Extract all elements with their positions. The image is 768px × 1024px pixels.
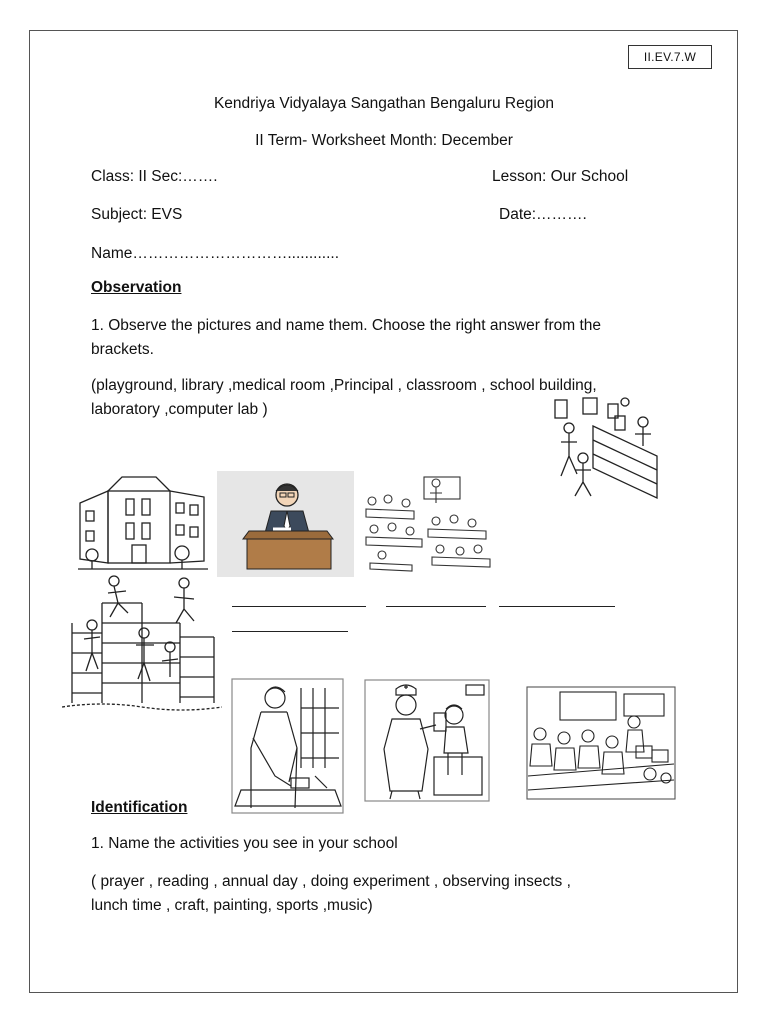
identification-options-line1: ( prayer , reading , annual day , doing experiment , observing insects , bbox=[91, 873, 571, 890]
classroom-picture bbox=[362, 471, 492, 575]
class-section-field: Class: II Sec:……. bbox=[91, 168, 218, 185]
identification-options-line2: lunch time , craft, painting, sports ,music) bbox=[91, 897, 373, 914]
computer-lab-picture bbox=[526, 686, 676, 800]
school-building-picture bbox=[78, 463, 208, 573]
library-picture bbox=[553, 396, 661, 502]
observation-options-line2: laboratory ,computer lab ) bbox=[91, 401, 268, 418]
date-field: Date:………. bbox=[499, 206, 587, 223]
observation-question-line2: brackets. bbox=[91, 341, 154, 358]
identification-question: 1. Name the activities you see in your school bbox=[91, 835, 398, 852]
worksheet-subtitle: II Term- Worksheet Month: December bbox=[255, 132, 513, 149]
observation-question-line1: 1. Observe the pictures and name them. Choose the right answer from the bbox=[91, 317, 602, 334]
observation-options-line1: (playground, library ,medical room ,Principal , classroom , school building, bbox=[91, 377, 597, 394]
playground-picture bbox=[62, 573, 222, 713]
name-field: Name…………………………............ bbox=[91, 245, 340, 262]
answer-blank-4[interactable] bbox=[232, 631, 348, 632]
subject-field: Subject: EVS bbox=[91, 206, 183, 223]
observation-heading: Observation bbox=[91, 279, 182, 296]
school-title: Kendriya Vidyalaya Sangathan Bengaluru Region bbox=[213, 95, 555, 112]
medical-room-picture bbox=[364, 679, 490, 802]
principal-picture bbox=[217, 471, 354, 577]
worksheet-code: II.EV.7.W bbox=[628, 45, 712, 69]
lesson-field: Lesson: Our School bbox=[492, 168, 629, 185]
answer-blank-2[interactable] bbox=[386, 606, 486, 607]
identification-heading: Identification bbox=[91, 799, 188, 816]
answer-blank-1[interactable] bbox=[232, 606, 366, 607]
answer-blank-3[interactable] bbox=[499, 606, 615, 607]
laboratory-picture bbox=[231, 678, 344, 814]
